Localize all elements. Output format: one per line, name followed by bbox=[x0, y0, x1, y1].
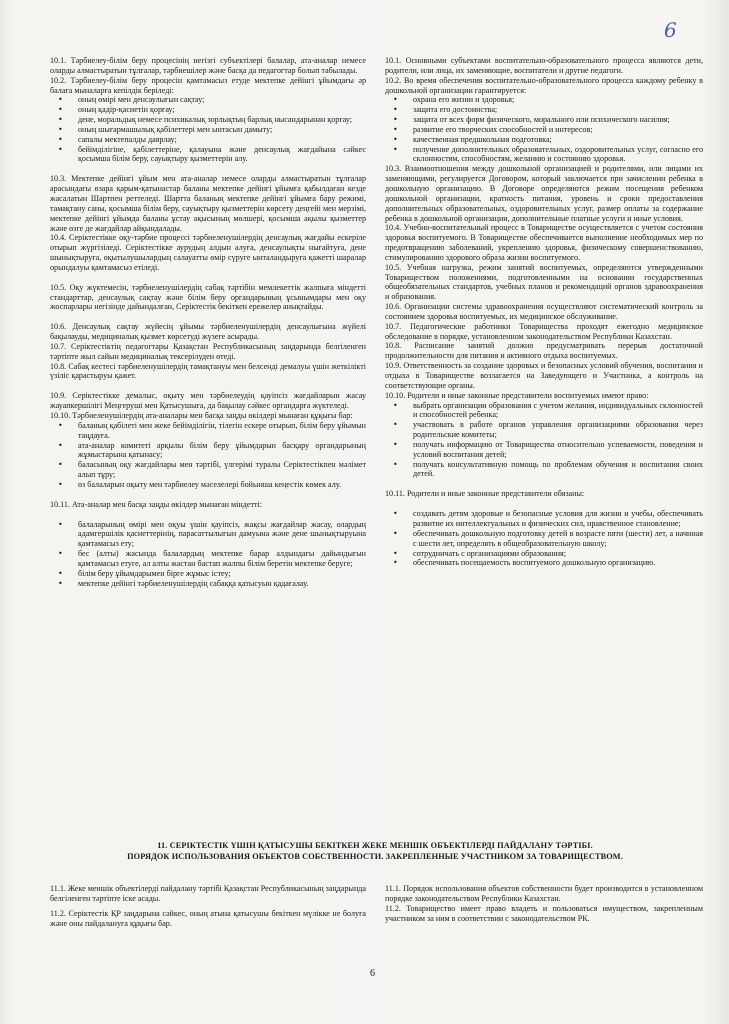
list-item: • получать информацию от Товарищества относительно успеваемости, поведения и условий воспитания детей; bbox=[413, 440, 703, 460]
ru-paragraph-10-8: 10.8. Расписание занятий должно предусматривать перерыв достаточной продолжительности для питания и активного отдыха воспитуемых. bbox=[385, 341, 703, 361]
page-number: 6 bbox=[370, 968, 375, 979]
kz-paragraph-11-2: 11.2. Серіктестік ҚР заңдарына сәйкес, оның атына қатысушы бекіткен мүлікке не болуға және оны пайдалануға құқығы бар. bbox=[50, 908, 366, 928]
list-item: • защита его достоинства; bbox=[413, 105, 703, 115]
list-item: • ата-аналар комитеті арқылы білім беру ұйымдарын басқару органдарының жұмыстарына қатынасу; bbox=[78, 441, 366, 461]
list-item: • баласының оқу жағдайлары мен тәртібі, үлгерімі туралы Серіктестікпен мәлімет алып тұру; bbox=[78, 460, 366, 480]
ru-paragraph-11-2: 11.2. Товарищество имеет право владеть и пользоваться имуществом, закрепленным участником за ним в соответствии с законодательством РК. bbox=[385, 903, 703, 923]
kz-paragraph-10-5: 10.5. Оқу жүктемесін, тәрбиеленушілердің сабақ тәртібін мемлекеттік жалпыға міндетті стандарттар, денсаулық сақтау және білім беру органдарының ұсынымдары мен оқу жоспарлары негізінде дайындалған, Серіктестік бекіткен ережелер анықтайды. bbox=[50, 282, 366, 312]
russian-column bbox=[385, 56, 703, 568]
kz-paragraph-11-1: 11.1. Жеке меншік объектілерді пайдалану тәртібі Қазақстан Республикасының заңдарында белгіленген тәртіпте іске асады. bbox=[50, 884, 366, 903]
ru-paragraph-10-2: 10.2. Во время обеспечения воспитательно-образовательного процесса каждому ребенку в дошкольной организации гарантируется: bbox=[385, 75, 703, 95]
list-item: • бес (алты) жасында балалардың мектепке барар алдындағы дайындығын қамтамасыз етуге, ал алты жастан бастап жалпы білім беретін мектепке беруге; bbox=[78, 549, 366, 569]
list-item: • получать консультативную помощь по проблемам обучения и воспитания своих детей. bbox=[413, 460, 703, 480]
list-item: • білім беру ұйымдарымен бірге жұмыс істеу; bbox=[78, 569, 366, 579]
list-item: • выбрать организации образования с учетом желания, индивидуальных склонностей и способностей ребенка; bbox=[413, 401, 703, 421]
section-heading-kz: 11. СЕРІКТЕСТІК ҮШІН ҚАТЫСУШЫ БЕКІТКЕН ЖЕКЕ МЕНШІК ОБЪЕКТІЛЕРДІ ПАЙДАЛАНУ ТӘРТІБІ. bbox=[157, 841, 593, 850]
list-item: • оның өмірі мен денсаулығын сақтау; bbox=[78, 95, 366, 105]
ru-list-10-10 bbox=[385, 401, 703, 480]
ru-paragraph-10-4: 10.4. Учебно-воспитательный процесс в Товариществе осуществляется с учетом состояния здоровья воспитуемого. В Товариществе обеспечивается выполнение необходимых мер по предотвращению заболеваний, укреплению здоровья, физическому совершенствованию, стимулированию здорового образа жизни воспитуемого. bbox=[385, 223, 703, 262]
handwritten-page-mark: 6 bbox=[664, 18, 677, 42]
ru-paragraph-10-11: 10.11. Родители и иные законные представители обязаны: bbox=[385, 489, 585, 499]
ru-paragraph-10-9: 10.9. Ответственность за создание здоровых и безопасных условий обучения, воспитания и отдыха в Товариществе возлагается на Заведующего и Участника, а контроль на соответствующие органы. bbox=[385, 361, 703, 390]
list-item: • оның қадір-қасиетін қорғау; bbox=[78, 105, 366, 115]
list-item: • сотрудничать с организациями образования; bbox=[413, 549, 703, 559]
list-item: • создавать детям здоровые и безопасные условия для жизни и учебы, обеспечивать развитие их интеллектуальных и физических сил, нравственное становление; bbox=[413, 509, 703, 529]
kz-paragraph-10-6: 10.6. Денсаулық сақтау жүйесің ұйымы тәрбиеленушілердің денсаулығына жүйелі бақылауды, медициналық қызмет көрсетуді жүзеге асырады. bbox=[50, 322, 366, 342]
kz-paragraph-10-1: 10.1. Тәрбиелеу-білім беру процесінің негізгі субъектілері балалар, ата-аналар немесе оларды алмастыратын тұлғалар, тәрбиешілер және басқа да педагогтар болып табылады. bbox=[50, 56, 366, 75]
ru-paragraph-10-3: 10.3. Взаимоотношения между дошкольной организацией и родителями, или лицами их заменяющими, регулируется Договором, который заключается при зачислении ребенка в дошкольную организацию. В Договоре определяются режим посещения ребенком дошкольной организации, кратность питания, уровень и сроки предоставления дополнительных образовательных, оздоровительных услуг, размер оплаты за содержание ребенка в дошкольной организации, дополнительные платные услуги и иные условия. bbox=[385, 164, 703, 223]
kz-paragraph-10-9: 10.9. Серіктестікке демалыс, оқыту мен тәрбиелеудің қауіпсіз жағдайларын жасау жауапкершілігі Меңгеруші мен Қатысушыға, да бақылау сәйкес органдарға жүктеледі. bbox=[50, 391, 366, 411]
ru-list-10-2 bbox=[385, 95, 703, 164]
list-item: • защита от всех форм физического, морального или психического насилия; bbox=[413, 115, 703, 125]
ru-paragraph-10-1: 10.1. Основными субъектами воспитательно-образовательного процесса являются дети, родители, или лица, их заменяющие, воспитатели и другие педагоги. bbox=[385, 56, 703, 75]
kz-paragraph-10-8: 10.8. Сабақ кестесі тәрбиеленушілердің тамақтануы мен белсенді демалуы үшін жеткілікті үзіліс қарастыруы қажет. bbox=[50, 361, 366, 381]
kz-paragraph-10-4: 10.4. Серіктестікке оқу-тәрбие процессі тәрбиеленушілердің денсаулық жағдайы ескеріле отырып жүргізіледі. Серіктестікке аурудың алдын алуға, денсаулықты нығайтуға, дене шынықтыруға, оқытылушылардың салауатты өмір сүруге ынталандыруға қажетті шаралар орындалуы қамтамасыз етіледі. bbox=[50, 233, 366, 272]
list-item: • сапалы мектепалды даярлау; bbox=[78, 135, 366, 145]
kz-paragraph-10-10: 10.10. Тәрбиеленушілердің ата-аналары мен басқа заңды өкілдері мынаған құқығы бар: bbox=[50, 411, 353, 420]
list-item: • качественная предшкольная подготовка; bbox=[413, 135, 703, 145]
ru-paragraph-10-6: 10.6. Организации системы здравоохранения осуществляют систематический контроль за состоянием здоровья воспитуемых, их медицинское обслуживание. bbox=[385, 302, 703, 321]
kz-list-10-11 bbox=[50, 520, 366, 589]
list-item: • обеспечивать посещаемость воспитуемого дошкольную организацию. bbox=[413, 558, 703, 568]
kz-paragraph-10-2: 10.2. Тәрбиелеу-білім беру процесін қамтамасыз етуде мектепке дейінгі ұйымдағы әр балаға мыналарға кепілдік беріледі: bbox=[50, 75, 366, 95]
list-item: • өз балаларын оқыту мен тәрбиелеу мәселелері бойынша кеңестік көмек алу. bbox=[78, 480, 366, 490]
section-heading-ru: ПОРЯДОК ИСПОЛЬЗОВАНИЯ ОБЪЕКТОВ СОБСТВЕННОСТИ. ЗАКРЕПЛЕННЫЕ УЧАСТНИКОМ ЗА ТОВАРИЩЕСТВОМ. bbox=[127, 852, 623, 861]
list-item: • обеспечивать дошкольную подготовку детей в возрасте пяти (шести) лет, а начиная с шести лет, определять в общеобразовательную школу; bbox=[413, 529, 703, 549]
kz-paragraph-10-7: 10.7. Серіктестіктің педагогтары Қазақстан Республикасының заңдарында белгіленген тәртіпте жыл сайын медициналық тексерілуден өтеді. bbox=[50, 341, 366, 361]
ru-paragraph-10-10: 10.10. Родители и иные законные представители воспитуемых имеют право: bbox=[385, 390, 649, 400]
list-item: • мектепке дейінгі тәрбиеленушілердің сабаққа қатысуын қадағалау. bbox=[78, 579, 366, 589]
kazakh-section-11 bbox=[50, 884, 366, 928]
list-item: • охрана его жизни и здоровья; bbox=[413, 95, 703, 105]
ru-paragraph-10-7: 10.7. Педагогические работники Товарищества проходят ежегодно медицинское обследование в порядке, установленном законодательством Республики Казахстан. bbox=[385, 321, 703, 341]
kz-paragraph-10-11: 10.11. Ата-аналар мен басқа заңды өкілдер мынаған міндетті: bbox=[50, 499, 263, 509]
kz-list-10-2 bbox=[50, 95, 366, 164]
kz-paragraph-10-3: 10.3. Мектепке дейінгі ұйым мен ата-аналар немесе оларды алмастыратын тұлғалар арасындағы өзара қарым-қатынастар баланы мектепке дейінгі ұйымға қабылдаған кезде жасалатын Шартпен реттеледі. Шартта баланың мектепке дейінгі ұйымға бару режимі, тамақтану саны, қосымша білім беру, сауықтыру қызметтерін көрсету деңгейі мен мерзімі, мектепке дейінгі ұйымда баланы ұстау ақысының мөлшері, қосымша ақылы қызметтер және өзге де жағдайлар айқындалады. bbox=[50, 174, 366, 233]
list-item: • получение дополнительных образовательных, оздоровительных услуг, согласно его склонностям, способностям, желанию и состоянию здоровья. bbox=[413, 145, 703, 165]
russian-section-11 bbox=[385, 884, 703, 923]
ru-paragraph-11-1: 11.1. Порядок использования объектов собственности будет производится в установленном порядке законодательством Республики Казахстан. bbox=[385, 884, 703, 903]
list-item: • бейімділігіне, қабілеттеріне, қалауына және денсаулық жағдайына сәйкес қосымша білім беру, сауықтыру қызметтерін алу. bbox=[78, 145, 366, 165]
list-item: • балаларының өмірі мен оқуы үшін қауіпсіз, жақсы жағдайлар жасау, олардың адамгершілік қасиеттерінің, парасаттылығын дамуына және дене шынықтыруына қамтамасыз ету; bbox=[78, 520, 366, 550]
kz-list-10-10 bbox=[50, 421, 366, 490]
ru-paragraph-10-5: 10.5. Учебная нагрузка, режим занятий воспитуемых, определяются утвержденными Товариществом положениями, подготовленными на основании государственных общеобязательных стандартов, учебных планов и рекомендаций органов здравоохранения и образования. bbox=[385, 262, 703, 302]
kazakh-column bbox=[50, 56, 366, 589]
list-item: • дене, моральдық немесе психикалық зорлықтың барлық нысандарынан қорғау; bbox=[78, 115, 366, 125]
list-item: • развитие его творческих способностей и интересов; bbox=[413, 125, 703, 135]
list-item: • оның шығармашылық қабілеттері мен ынтасын дамыту; bbox=[78, 125, 366, 135]
list-item: • участвовать в работе органов управления организациями образования через родительские комитеты; bbox=[413, 420, 703, 440]
list-item: • баланың қабілеті мен жеке бейімділігін, тілегін ескере отырып, білім беру ұйымын таңдауға. bbox=[78, 421, 366, 441]
ru-list-10-11 bbox=[385, 509, 703, 568]
section-11-heading bbox=[50, 840, 700, 862]
